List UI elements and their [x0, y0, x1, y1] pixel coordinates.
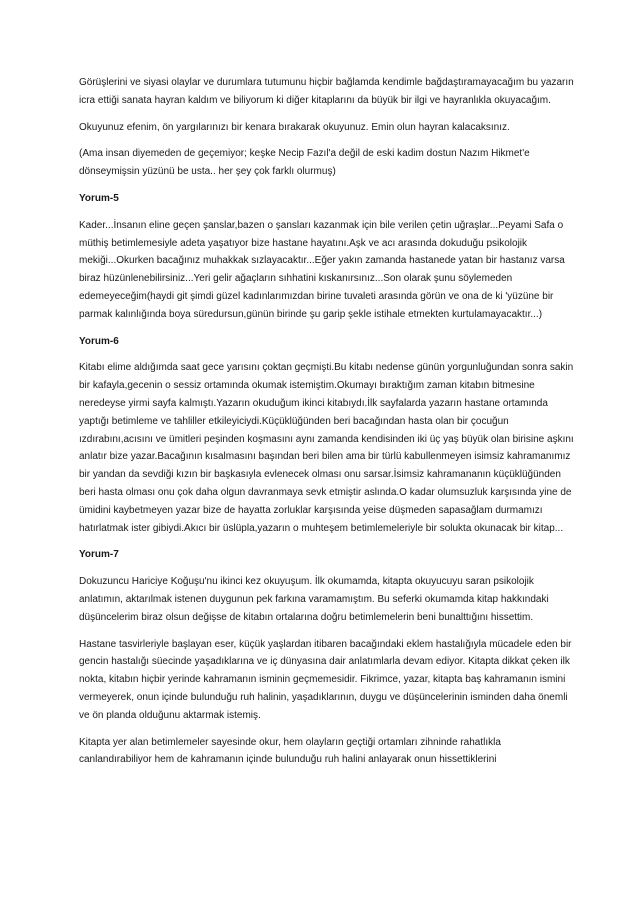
heading-yorum-5: Yorum-5 [79, 192, 119, 204]
paragraph-aside: (Ama insan diyemeden de geçemiyor; keşke Necip Fazıl'a değil de eski kadim dostun Nazım Hikmet'e dönseymişsin yüzünü be usta.. her şey çok farklı olurmuş) [79, 148, 530, 178]
paragraph-yorum-6: Kitabı elime aldığımda saat gece yarısını çoktan geçmişti.Bu kitabı nedense günün yorgunluğundan sonra sakin bir kafayla,gecenin o sessiz ortamında okumak istemiştim.Okumayı bıraktığım zaman kitabın bitmesine neredeyse yirmi sayfa kalmıştı.Yazarın okuduğum ikinci kitabıydı.İlk sayfalarda yazarın hastane ortamında yaptığı betimleme ve tahliller etkileyiciydi.Küçüklüğünden beri bacağından hasta olan bir çocuğun ızdırabını,acısını ve ümitleri peşinden koşmasını aynı zamanda kendisinden iki üç yaş büyük olan birisine aşkını anlatır bize yazar.Bacağının kısalmasını başından beri bilen ama bir türlü kabullenmeyen isimsiz kahramanımız bir yandan da sevdiği kızın bir başkasıyla evlenecek olması onu sarsar.İsimsiz kahramananın küçüklüğünden beri hasta olması onu çok daha olgun davranmaya sevk etmiştir aslında.O kadar olumsuzluk karşısında yine de ümidini kaybetmeyen yazar bize de hayatta zorluklar karşısında yeise düşmeden sapasağlam durmamızı hatırlatmak ister gibiydi.Akıcı bir üslüpla,yazarın o muhteşem betimlemeleriyle bir solukta okunacak bir kitap... [79, 362, 574, 534]
paragraph-recommendation: Okuyunuz efenim, ön yargılarınızı bir kenara bırakarak okuyunuz. Emin olun hayran kalacaksınız. [79, 121, 510, 133]
paragraph-yorum-7-b: Hastane tasvirleriyle başlayan eser, küçük yaşlardan itibaren bacağındaki eklem hastalığıyla mücadele eden bir gencin hastalığı süecinde yaşadıklarına ve iç dünyasına dair anlatımlarla devam ediyor. Kitapta dikkat çeken ilk nokta, kitabın hiçbir yerinde kahramanın isminin geçmemesidir. Fikrimce, yazar, kitapta baş kahramanın ismini vermeyerek, onun içinde bulunduğu ruh halinin, yaşadıklarının, duygu ve düşüncelerinin isminden daha önemli ve ön planda olduğunu aktarmak istemiş. [79, 638, 572, 721]
paragraph-yorum-7-c: Kitapta yer alan betimlemeler sayesinde okur, hem olayların geçtiği ortamları zihninde rahatlıkla canlandırabiliyor hem de kahramanın içinde bulunduğu ruh halini anlayarak onun hissettiklerini [79, 736, 501, 766]
heading-yorum-6: Yorum-6 [79, 335, 119, 347]
paragraph-yorum-7-a: Dokuzuncu Hariciye Koğuşu'nu ikinci kez okuyuşum. İlk okumamda, kitapta okuyucuyu saran psikolojik anlatımın, aktarılmak istenen duygunun pek farkına varamamıştım. Bu seferki okumamda kitap hakkındaki düşüncelerim biraz olsun değişse de kitabın ortalarına doğru betimlemelerin beni bunalttığını hissettim. [79, 576, 549, 623]
paragraph-intro: Görüşlerini ve siyasi olaylar ve durumlara tutumunu hiçbir bağlamda kendimle bağdaştıramayacağım bu yazarın icra ettiği sanata hayran kaldım ve biliyorum ki diğer kitaplarını da büyük bir ilgi ve hayranlıkla okuyacağım. [79, 77, 574, 106]
paragraph-yorum-5: Kader...İnsanın eline geçen şanslar,bazen o şansları kazanmak için bile verilen çetin uğraşlar...Peyami Safa o müthiş betimlemesiyle adeta yaşatıyor bize hastane hayatını.Aşk ve acı arasında dokuduğu psikolojik mekiği...Okurken bacağınız muhakkak sızlayacaktır...Eğer yakın zamanda hastanede yatan bir hastanız varsa biraz hüzünlenebilirsiniz...Yeri gelir ağaçların sıhhatini kıskanırsınız...Son olarak şunu söylemeden edemeyeceğim(haydi git şimdi güzel kadınlarımızdan birine tuvaleti arasında görün ve ona de ki 'yüzüne bir parmak kalınlığında boya süredursun,günün birinde şu garip şekle istihale etmekten kurtulamayacaktır...) [79, 219, 565, 320]
heading-yorum-7: Yorum-7 [79, 549, 119, 561]
document-body [79, 74, 575, 778]
